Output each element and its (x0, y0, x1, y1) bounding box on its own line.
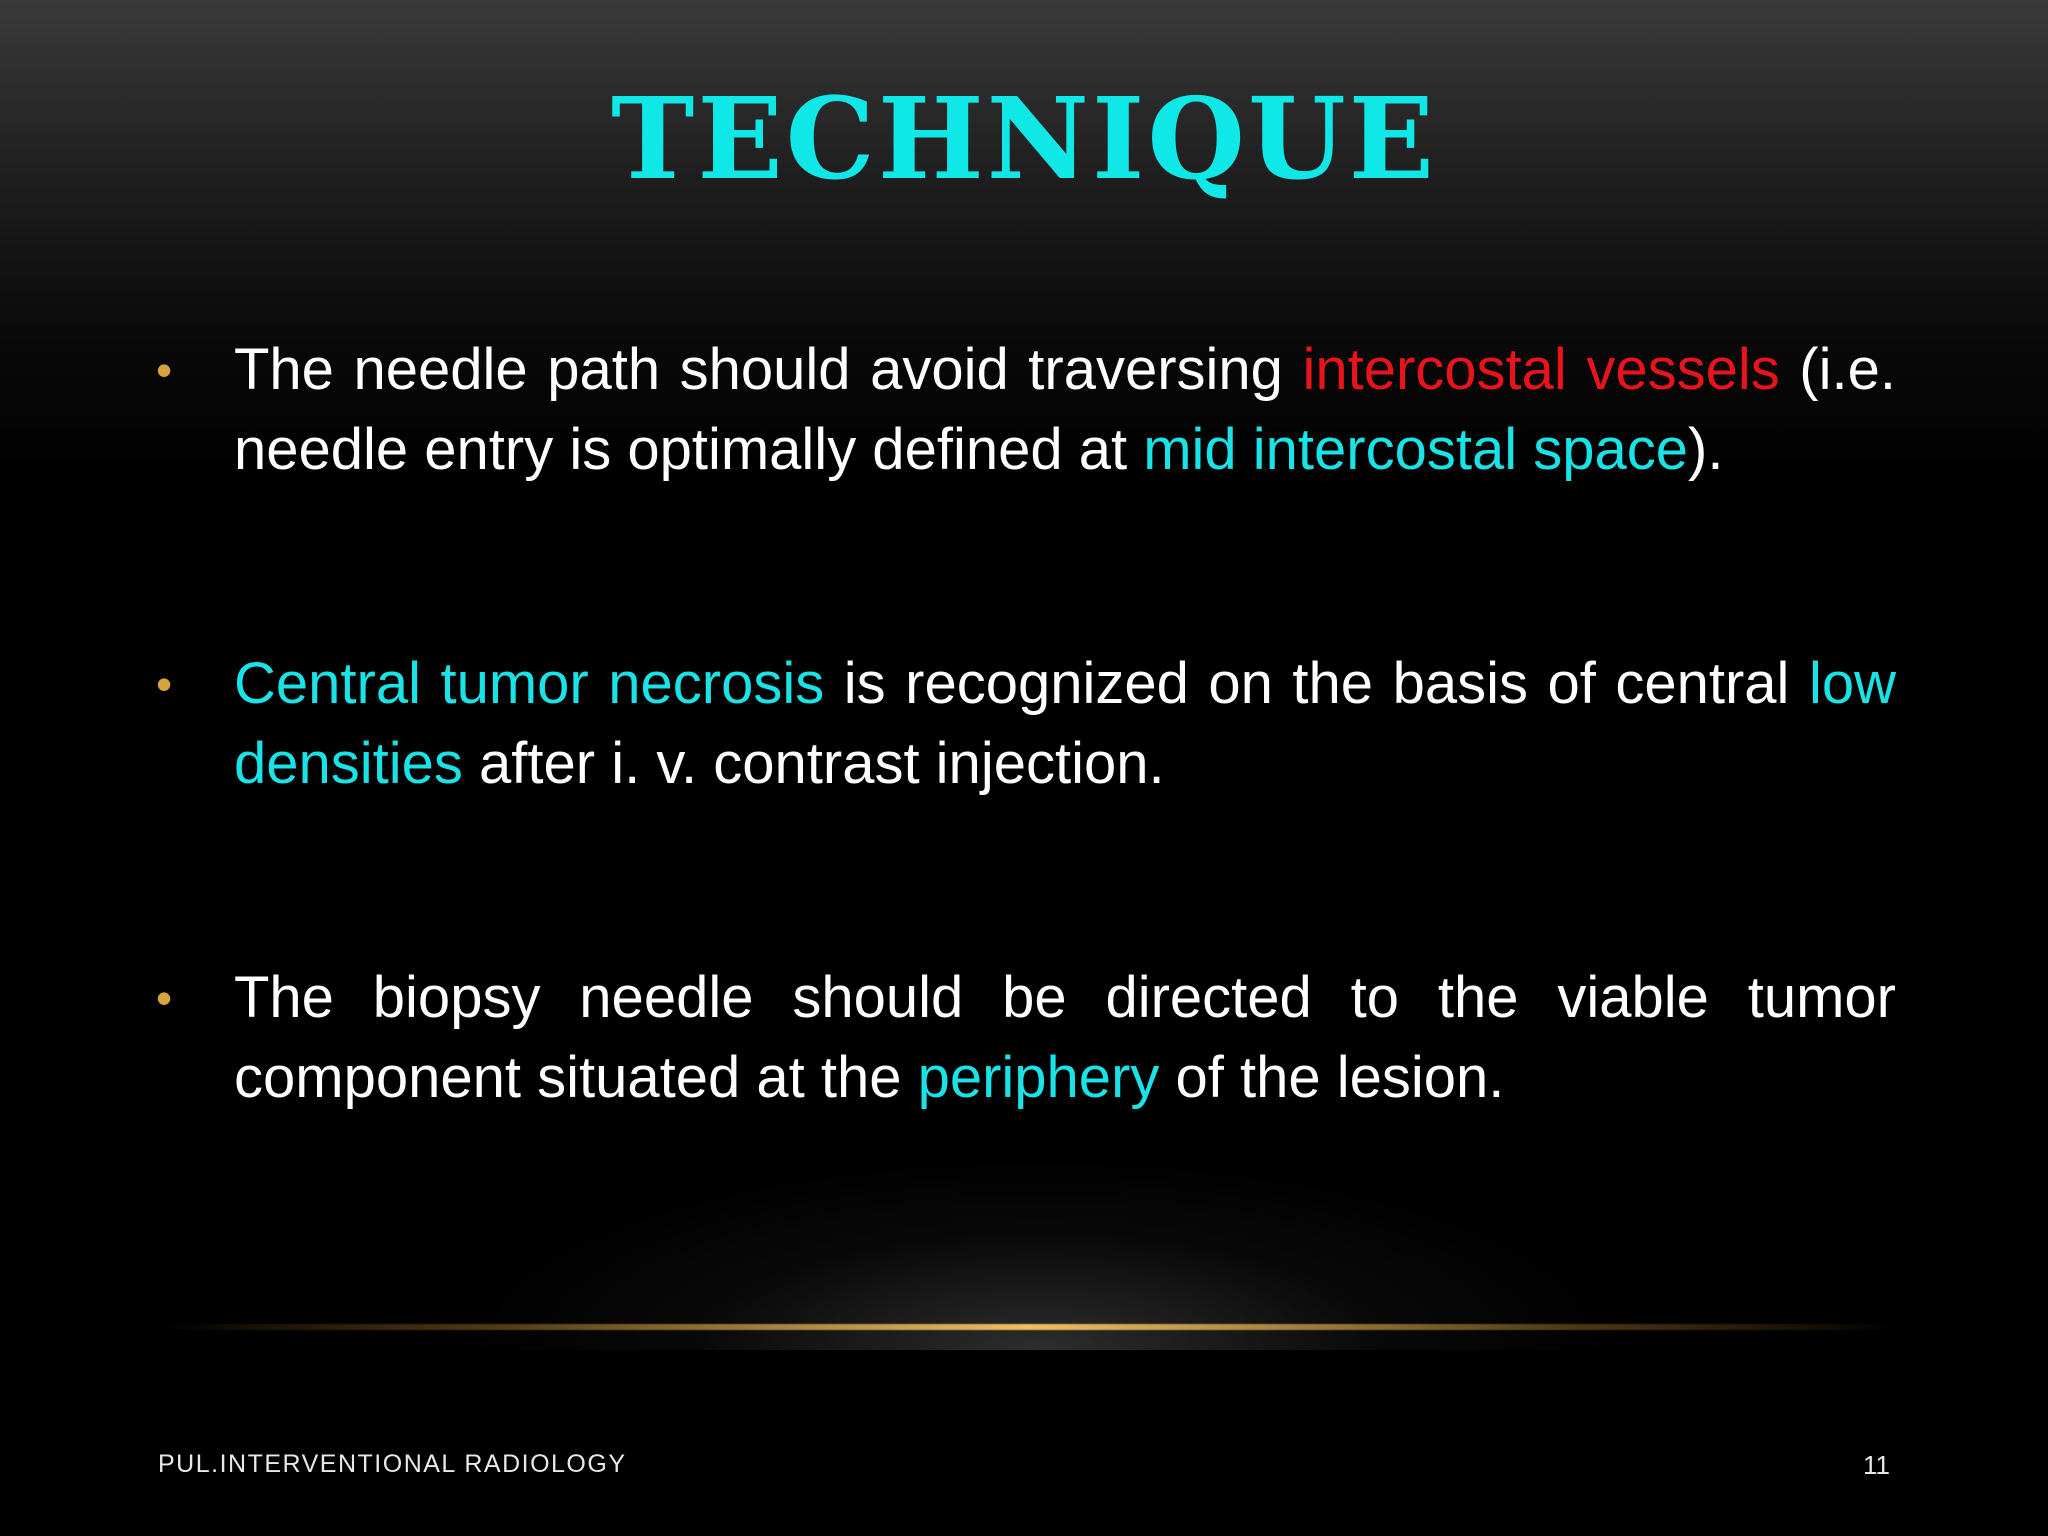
bullet-item-1 (156, 330, 1896, 490)
bullet-text: The biopsy needle should be directed to the viable tumor component situated at the (234, 965, 1896, 1110)
bullet-list (156, 330, 1896, 1272)
bullet-text: is recognized on the basis of central (824, 651, 1809, 716)
highlight-periphery: periphery (917, 1045, 1160, 1110)
bullet-text: (i.e. needle entry is optimally defined at (234, 337, 1896, 482)
highlight-intercostal-vessels: intercostal vessels (1302, 337, 1780, 402)
highlight-central-tumor-necrosis: Central tumor necrosis (234, 651, 825, 716)
highlight-low-densities: low densities (234, 651, 1896, 796)
bullet-text: after i. v. contrast injection. (462, 731, 1165, 796)
bullet-text: of the lesion. (1159, 1045, 1505, 1110)
slide-title: TECHNIQUE (610, 74, 1438, 205)
gold-divider-line (160, 1324, 1900, 1330)
footer-label: PUL.INTERVENTIONAL RADIOLOGY (158, 1450, 627, 1478)
highlight-mid-intercostal-space: mid intercostal space (1143, 417, 1689, 482)
bullet-text: The needle path should avoid traversing (234, 337, 1303, 402)
bullet-item-3 (156, 958, 1896, 1118)
bullet-marker: • (156, 658, 173, 710)
page-number: 11 (1863, 1450, 1890, 1480)
bullet-text: ). (1688, 417, 1724, 482)
bullet-marker: • (156, 972, 173, 1024)
bullet-item-2 (156, 644, 1896, 804)
bullet-marker: • (156, 344, 173, 396)
